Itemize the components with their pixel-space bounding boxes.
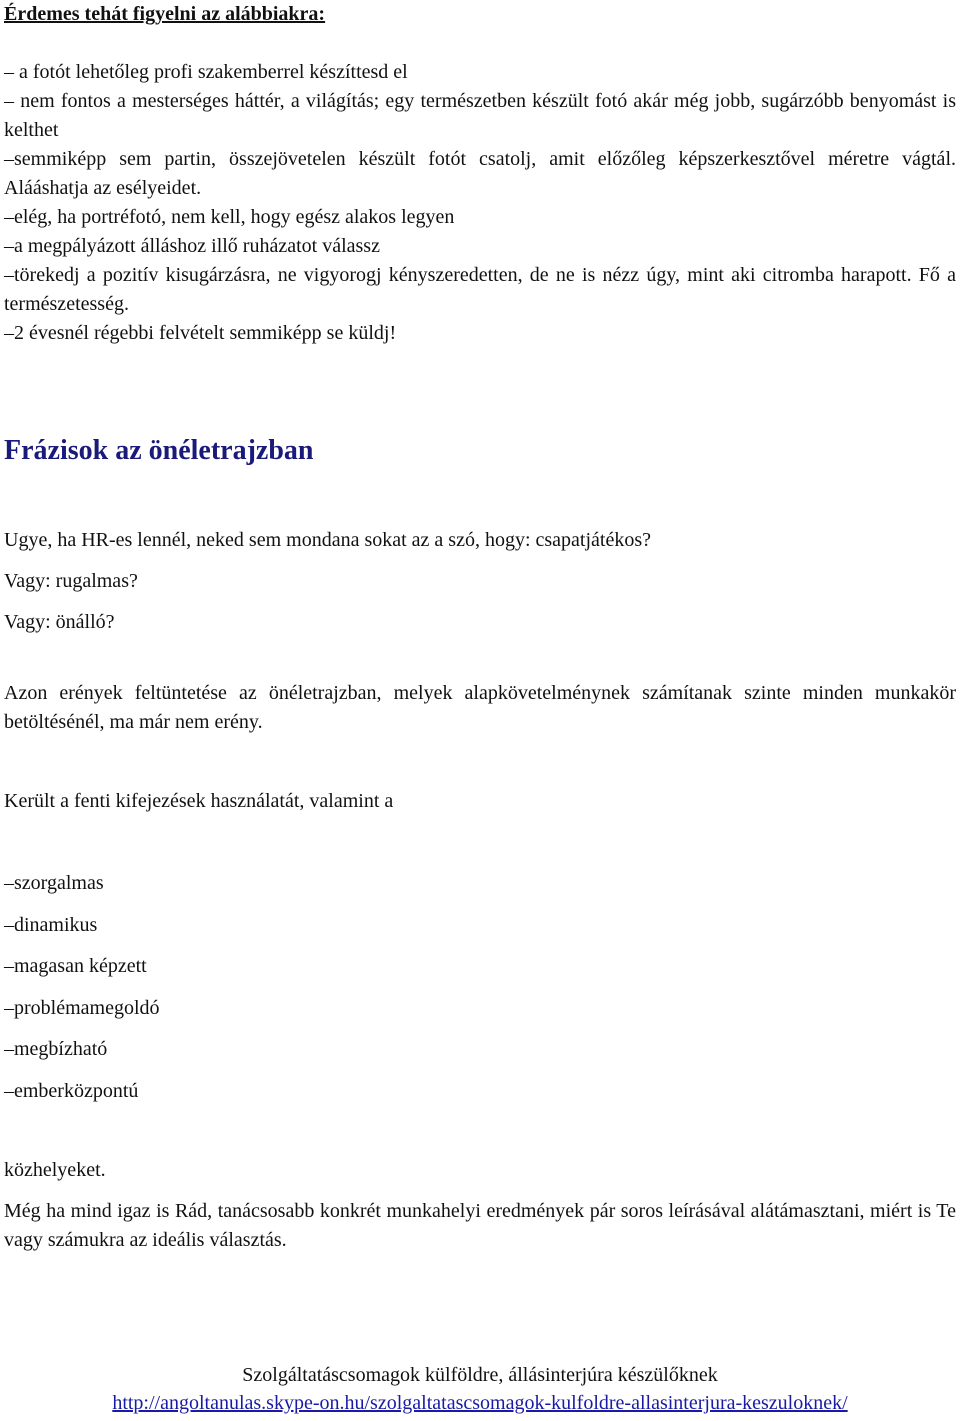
footer (0, 1361, 960, 1417)
list-item: –2 évesnél régebbi felvételt semmiképp se küldj! (4, 322, 397, 344)
question-line: Vagy: rugalmas? (4, 570, 138, 592)
photo-tips-list (4, 58, 956, 348)
list-item: –szorgalmas (4, 872, 104, 894)
paragraph: Azon erények feltüntetése az önéletrajzban, melyek alapkövetelménynek számítanak szinte minden munkakör betöltésénél, ma már nem erény. (4, 682, 956, 733)
section-photo-tips (4, 0, 956, 29)
section-heading: Érdemes tehát figyelni az alábbiakra: (4, 3, 326, 25)
question-line: Ugye, ha HR-es lennél, neked sem mondana sokat az a szó, hogy: csapatjátékos? (4, 529, 652, 551)
list-item: –törekedj a pozitív kisugárzásra, ne vigyorogj kényszeredetten, de ne is nézz úgy, mint aki citromba harapott. Fő a természetesség. (4, 264, 956, 315)
list-item: –magasan képzett (4, 955, 147, 977)
list-item: –a megpályázott álláshoz illő ruházatot válassz (4, 235, 380, 257)
footer-link[interactable]: http://angoltanulas.skype-on.hu/szolgaltatascsomagok-kulfoldre-allasinterjura-keszuloknek/ (112, 1392, 848, 1414)
list-item: – a fotót lehetőleg profi szakemberrel készíttesd el (4, 61, 408, 83)
list-item: – nem fontos a mesterséges háttér, a világítás; egy természetben készült fotó akár még jobb, sugárzóbb benyomást is kelthet (4, 90, 956, 141)
paragraph: Került a fenti kifejezések használatát, valamint a (4, 790, 394, 812)
section-title: Frázisok az önéletrajzban (4, 435, 314, 466)
list-item: –elég, ha portréfotó, nem kell, hogy egész alakos legyen (4, 206, 455, 228)
list-item: –problémamegoldó (4, 996, 160, 1019)
list-item: –megbízható (4, 1038, 108, 1060)
list-item: –semmiképp sem partin, összejövetelen készült fotót csatolj, amit előzőleg képszerkesztővel méretre vágtál. Alááshatja az esélyeidet. (4, 148, 956, 199)
footer-title: Szolgáltatáscsomagok külföldre, állásinterjúra készülőknek (242, 1364, 718, 1386)
paragraph: közhelyeket. (4, 1159, 106, 1181)
questions (4, 520, 956, 643)
list-item: –emberközpontú (4, 1079, 139, 1102)
list-item: –dinamikus (4, 913, 98, 936)
paragraph: Még ha mind igaz is Rád, tanácsosabb konkrét munkahelyi eredmények pár soros leírásával alátámasztani, miért is Te vagy számukra az ideális választás. (4, 1200, 956, 1251)
question-line: Vagy: önálló? (4, 611, 115, 633)
buzzword-list (4, 869, 956, 1118)
